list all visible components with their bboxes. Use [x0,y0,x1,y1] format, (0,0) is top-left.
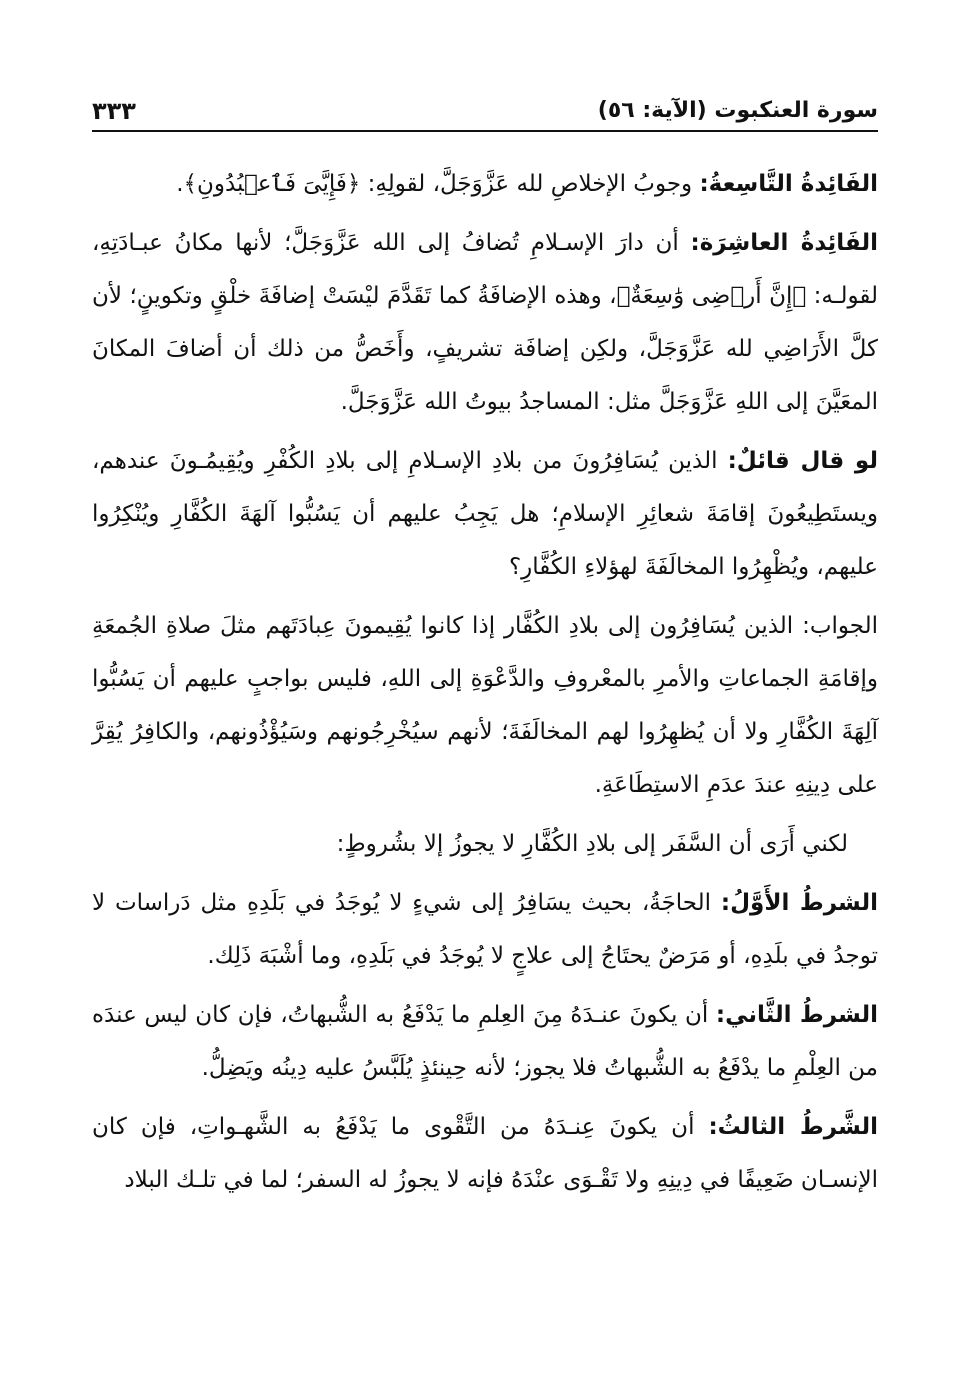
page-body [92,158,878,1335]
paragraph-question [92,435,878,594]
paragraph-text: أن يكونَ عِنـدَهُ من التَّقْوى ما يَدْفَعُ به الشَّهـواتِ، فإن كان الإنسـان ضَعِيفًا في دِينِهِ ولا تَقْـوَى عنْدَهُ فإنه لا يجوزُ له السفر؛ لما في تلـك البلاد [92,1114,878,1193]
paragraph-heading: الشرطُ الأَوَّلُ: [720,890,878,916]
paragraph-condition-first [92,877,878,983]
paragraph-text: وجوبُ الإخلاصِ لله عَزَّوَجَلَّ، لقولِهِ: ﴿فَإِيَّىَ فَٱعۡبُدُونِ﴾. [176,171,700,197]
paragraph-text: أن يكونَ عنـدَهُ مِنَ العِلمِ ما يَدْفَعُ به الشُّبهاتُ، فإن كان ليس عندَه من العِلْمِ ما يدْفَعُ به الشُّبهاتُ فلا يجوز؛ لأنه حِينئذٍ يُلَبَّسُ عليه دِينُه ويَضِلُّ. [92,1002,878,1081]
paragraph-text: لكني أَرَى أن السَّفَر إلى بلادِ الكُفَّارِ لا يجوزُ إلا بشُروطٍ: [336,831,848,857]
paragraph-text: الجواب: الذين يُسَافِرُون إلى بلادِ الكُفَّار إذا كانوا يُقِيمونَ عِبادَتَهم مثلَ صلاةِ الجُمعَةِ وإقامَةِ الجماعاتِ والأمرِ بالمعْروفِ والدَّعْوَةِ إلى اللهِ، فليس بواجبٍ عليهم أن يَسُبُّوا آلِهَةَ الكُفَّارِ ولا أن يُظهِرُوا لهم المخالَفَةَ؛ لأنهم سيُخْرِجُونهم وسَيُؤْذُونهم، والكافِرُ يُقِرَّ على دِينِهِ عندَ عدَمِ الاستِطَاعَةِ. [92,613,878,798]
page-number: ٣٣٣ [92,97,136,125]
paragraph-heading: لو قال قائلٌ: [727,448,878,474]
paragraph-condition-second [92,989,878,1095]
paragraph-condition-third [92,1101,878,1207]
paragraph-conditions-intro [92,818,878,871]
paragraph-tenth-benefit [92,217,878,429]
paragraph-heading: الفَائِدةُ التَّاسِعةُ: [699,171,878,197]
paragraph-answer [92,600,878,812]
paragraph-heading: الشرطُ الثَّاني: [715,1002,878,1028]
paragraph-text: الحاجَةُ، بحيث يسَافِرُ إلى شيءٍ لا يُوجَدُ في بَلَدِهِ مثل دَراسات لا توجدُ في بلَدِهِ، أو مَرَضٌ يحتَاجُ إلى علاجٍ لا يُوجَدُ في بَلَدِهِ، وما أشْبَهَ ذَلِك. [92,890,878,969]
header-divider [92,130,878,132]
paragraph-text: الذين يُسَافِرُونَ من بلادِ الإسـلامِ إلى بلادِ الكُفْرِ ويُقِيمُـونَ عندهم، ويستَطِيعُونَ إقامَةَ شعائِرِ الإسلامِ؛ هل يَجِبُ عليهم أن يَسُبُّوا آلهَةَ الكُفَّارِ ويُنْكِرُوا عليهم، ويُظْهِرُوا المخالَفَةَ لهؤلاءِ الكُفَّارِ؟ [92,448,878,580]
running-head-title: سورة العنكبوت (الآية: ٥٦) [597,98,878,123]
page-header [92,86,878,126]
paragraph-text: أن دارَ الإسـلامِ تُضافُ إلى الله عَزَّوَجَلَّ؛ لأنها مكانُ عبـادَتِهِ، لقولـه: ﴿إِنَّ أَرۡضِى وَٰسِعَةٌ﴾، وهذه الإضافَةُ كما تَقَدَّمَ ليْسَتْ إضافَةَ خلْقٍ وتكوينٍ؛ لأن كلَّ الأَرَاضِي لله عَزَّوَجَلَّ، ولكِن إضافَة تشريفٍ، وأَخَصُّ من ذلك أن أضافَ المكانَ المعَيَّنَ إلى اللهِ عَزَّوَجَلَّ مثل: المساجدُ بيوتُ الله عَزَّوَجَلَّ. [92,230,878,415]
paragraph-heading: الشَّرطُ الثالثُ: [708,1114,878,1140]
paragraph-ninth-benefit [92,158,878,211]
paragraph-heading: الفَائِدةُ العاشِرَة: [690,230,879,256]
